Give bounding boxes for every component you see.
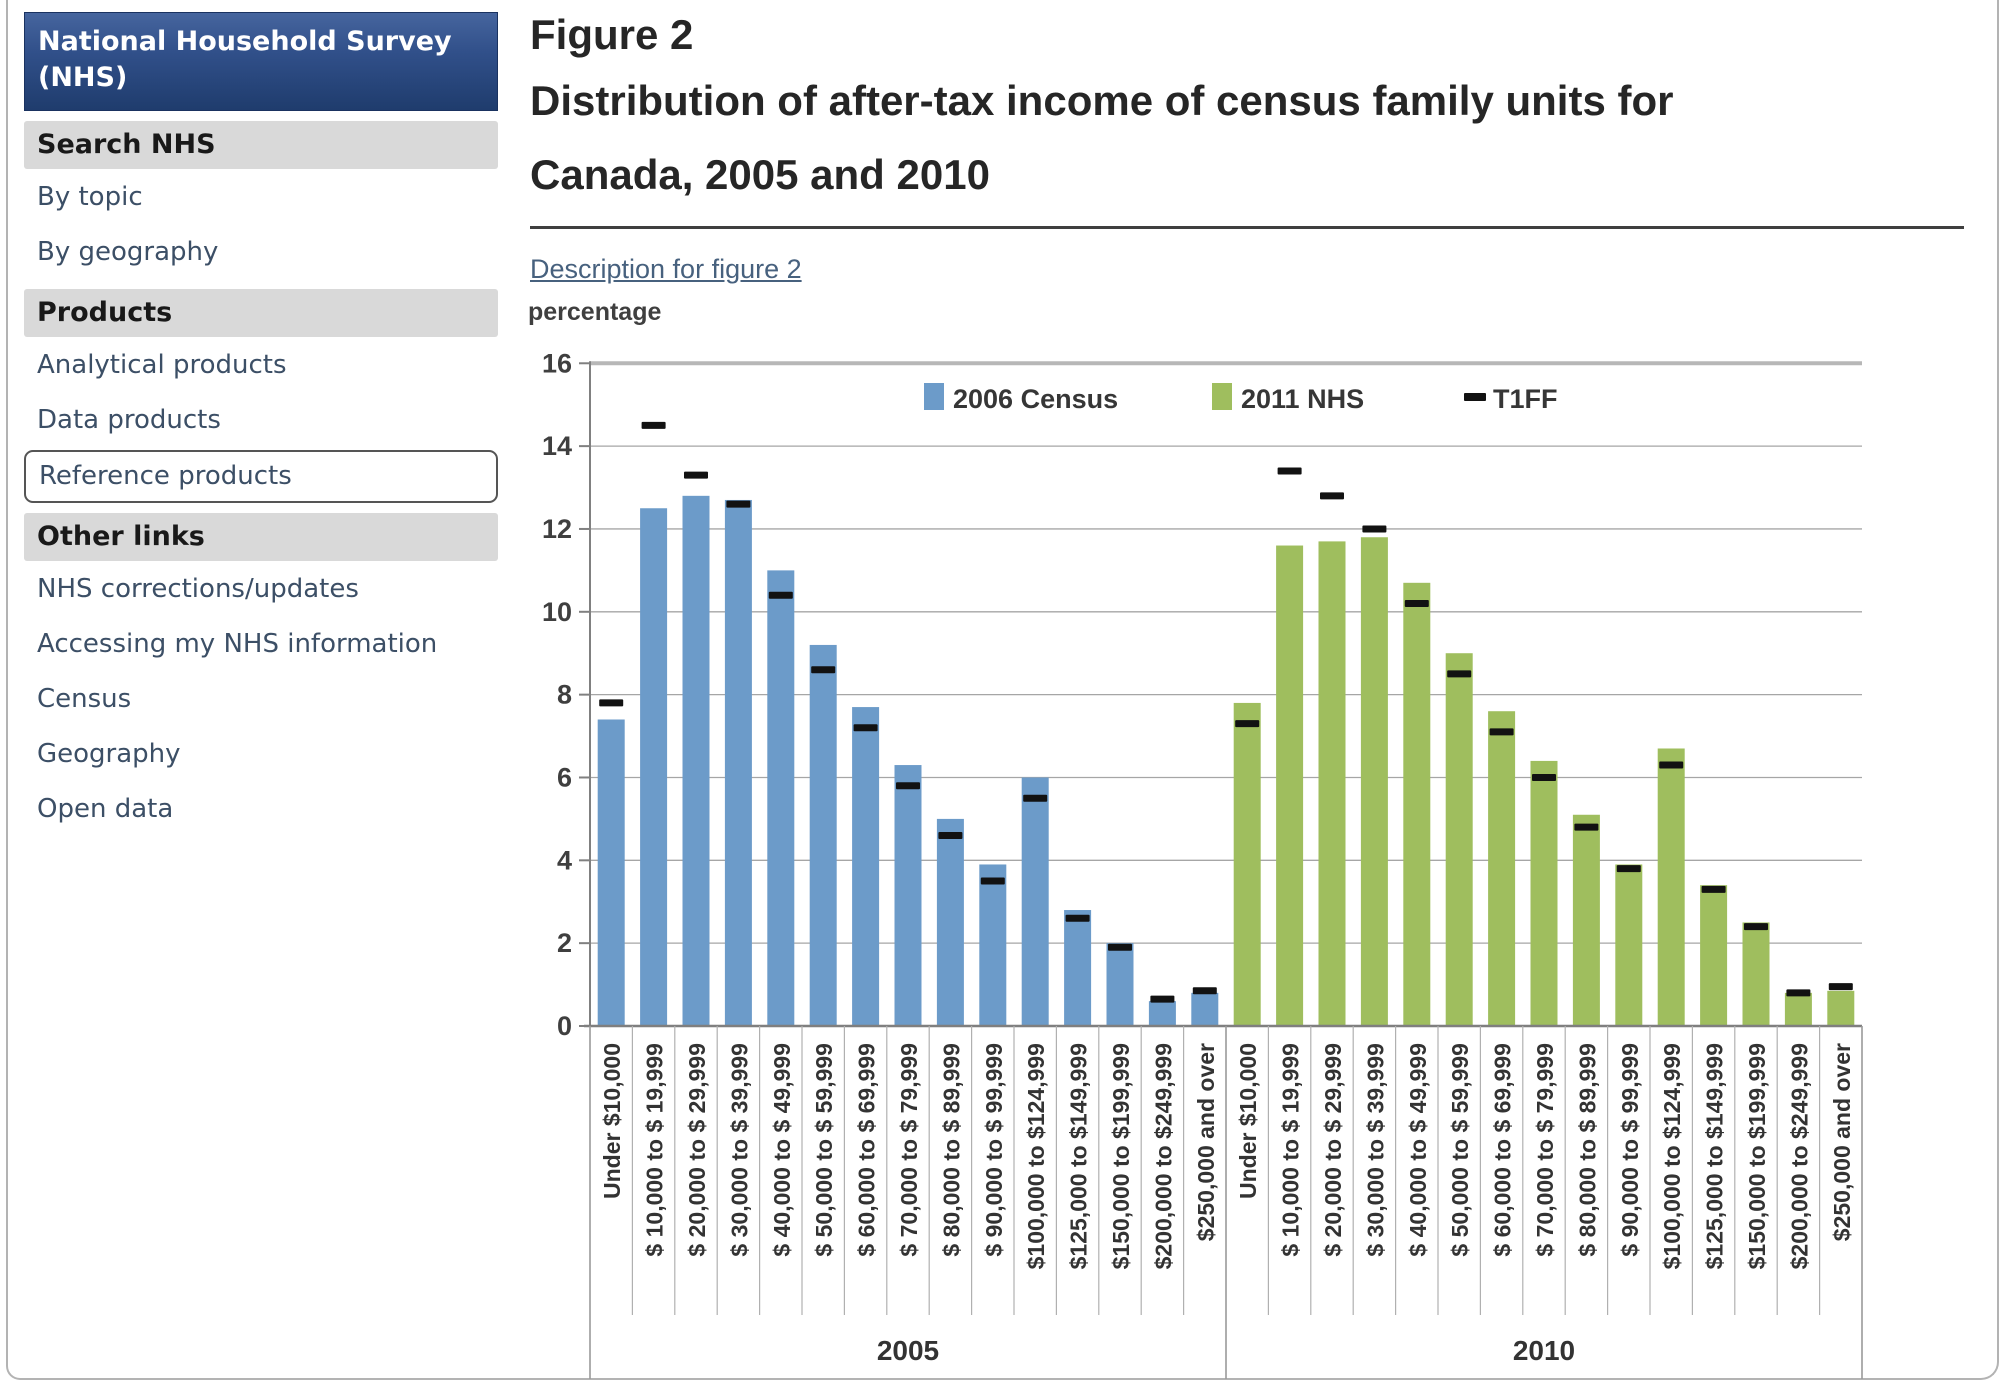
- sidebar-item-reference-products[interactable]: Reference products: [24, 450, 498, 503]
- t1ff-dash-marker: [1362, 525, 1386, 532]
- bar-2011-nhs: [1531, 761, 1558, 1026]
- bar-2011-nhs: [1488, 711, 1515, 1026]
- x-category-label: $ 10,000 to $ 19,999: [1277, 1043, 1304, 1257]
- t1ff-dash-marker: [1786, 989, 1810, 996]
- x-category-label: $ 70,000 to $ 79,999: [896, 1043, 922, 1257]
- x-category-label: $ 30,000 to $ 39,999: [726, 1043, 753, 1257]
- x-category-label: $ 30,000 to $ 39,999: [1362, 1043, 1389, 1257]
- sidebar-item-accessing-my-nhs-information[interactable]: Accessing my NHS information: [37, 628, 438, 659]
- y-tick-label: 4: [556, 845, 572, 876]
- y-tick-label: 12: [541, 513, 572, 544]
- bar-2011-nhs: [1319, 541, 1346, 1026]
- bar-2006-census: [1107, 943, 1134, 1026]
- x-category-label: $250,000 and over: [1828, 1043, 1855, 1242]
- bar-2011-nhs: [1234, 703, 1261, 1026]
- sidebar-section-search-nhs: Search NHS: [24, 121, 498, 169]
- bar-2006-census: [683, 496, 710, 1026]
- x-category-label: $ 80,000 to $ 89,999: [938, 1043, 965, 1257]
- t1ff-dash-marker: [1235, 720, 1259, 727]
- x-category-label: $200,000 to $249,999: [1786, 1043, 1813, 1270]
- t1ff-dash-marker: [1532, 774, 1556, 781]
- bar-2011-nhs: [1276, 546, 1303, 1026]
- t1ff-dash-marker: [1150, 996, 1174, 1003]
- x-category-label: $250,000 and over: [1192, 1043, 1219, 1242]
- figure-title-line2: Canada, 2005 and 2010: [530, 151, 990, 199]
- description-link[interactable]: Description for figure 2: [530, 254, 802, 285]
- x-category-label: $ 60,000 to $ 69,999: [1489, 1043, 1516, 1257]
- x-category-label: Under $10,000: [599, 1043, 626, 1199]
- sidebar-item-open-data[interactable]: Open data: [37, 793, 174, 824]
- sidebar-item-census[interactable]: Census: [37, 683, 132, 714]
- bar-2011-nhs: [1785, 993, 1812, 1026]
- t1ff-dash-marker: [1617, 865, 1641, 872]
- x-category-label: $ 20,000 to $ 29,999: [684, 1043, 710, 1257]
- legend-swatch: [1212, 383, 1232, 410]
- bar-2011-nhs: [1446, 653, 1473, 1026]
- bar-2006-census: [1191, 993, 1218, 1026]
- t1ff-dash-marker: [1829, 983, 1853, 990]
- t1ff-dash-marker: [1659, 762, 1683, 769]
- bar-2006-census: [1064, 910, 1091, 1026]
- bar-2006-census: [937, 819, 964, 1026]
- bar-2006-census: [640, 508, 667, 1026]
- x-category-label: $125,000 to $149,999: [1065, 1043, 1092, 1270]
- x-category-label: Under $10,000: [1235, 1043, 1262, 1199]
- x-category-label: $200,000 to $249,999: [1150, 1043, 1177, 1270]
- t1ff-dash-marker: [938, 832, 962, 839]
- y-tick-label: 10: [541, 596, 572, 627]
- t1ff-dash-marker: [1023, 795, 1047, 802]
- t1ff-dash-marker: [684, 472, 708, 479]
- sidebar-title-line2: (NHS): [38, 62, 128, 94]
- legend-swatch: [924, 383, 944, 410]
- x-category-label: $150,000 to $199,999: [1108, 1043, 1134, 1270]
- x-category-label: $100,000 to $124,999: [1659, 1043, 1686, 1270]
- bar-2011-nhs: [1743, 922, 1770, 1026]
- t1ff-dash-marker: [1574, 824, 1598, 831]
- t1ff-dash-marker: [1193, 987, 1217, 994]
- x-category-label: $100,000 to $124,999: [1023, 1043, 1050, 1270]
- legend-label: T1FF: [1493, 384, 1558, 414]
- bar-2011-nhs: [1361, 537, 1388, 1026]
- x-category-label: $125,000 to $149,999: [1701, 1043, 1728, 1270]
- sidebar-section-products: Products: [24, 289, 498, 337]
- t1ff-dash-marker: [642, 422, 666, 429]
- main-content: [530, 10, 1982, 285]
- bar-2011-nhs: [1658, 748, 1685, 1026]
- t1ff-dash-marker: [726, 501, 750, 508]
- sidebar-title: [24, 12, 498, 111]
- t1ff-dash-marker: [981, 878, 1005, 885]
- sidebar-item-by-geography[interactable]: By geography: [37, 236, 219, 267]
- bar-2006-census: [810, 645, 837, 1026]
- sidebar-title-line1: National Household Survey: [38, 26, 452, 57]
- y-tick-label: 6: [556, 762, 572, 793]
- y-tick-label: 14: [541, 431, 572, 462]
- t1ff-dash-marker: [896, 782, 920, 789]
- bar-2006-census: [852, 707, 879, 1026]
- bar-2006-census: [767, 570, 794, 1026]
- sidebar-item-nhs-corrections-updates[interactable]: NHS corrections/updates: [37, 573, 359, 604]
- t1ff-dash-marker: [769, 592, 793, 599]
- group-label: 2010: [1512, 1335, 1576, 1366]
- t1ff-dash-marker: [811, 666, 835, 673]
- x-category-label: $ 40,000 to $ 49,999: [1404, 1043, 1431, 1257]
- bar-2011-nhs: [1573, 815, 1600, 1026]
- bar-2011-nhs: [1827, 991, 1854, 1026]
- legend-label: 2006 Census: [953, 384, 1119, 414]
- x-category-label: $ 50,000 to $ 59,999: [811, 1043, 838, 1257]
- sidebar-item-analytical-products[interactable]: Analytical products: [37, 349, 287, 380]
- y-tick-label: 0: [556, 1011, 572, 1041]
- group-label: 2005: [876, 1335, 940, 1366]
- t1ff-dash-marker: [1702, 886, 1726, 893]
- chart-y-axis-title: percentage: [528, 298, 662, 326]
- title-divider: [530, 226, 1964, 229]
- t1ff-dash-marker: [1405, 600, 1429, 607]
- bar-2006-census: [895, 765, 922, 1026]
- bar-2011-nhs: [1700, 885, 1727, 1026]
- t1ff-dash-marker: [854, 724, 878, 731]
- x-category-label: $ 40,000 to $ 49,999: [768, 1043, 795, 1257]
- figure-title-line1: Distribution of after-tax income of census family units for: [530, 77, 1674, 125]
- bar-2011-nhs: [1403, 583, 1430, 1026]
- t1ff-dash-marker: [1066, 915, 1090, 922]
- figure-label: Figure 2: [530, 11, 694, 58]
- x-category-label: $ 90,000 to $ 99,999: [1616, 1043, 1643, 1257]
- sidebar-item-data-products[interactable]: Data products: [37, 404, 221, 435]
- legend-dash-swatch: [1464, 393, 1486, 401]
- bar-2006-census: [598, 719, 625, 1026]
- legend-label: 2011 NHS: [1241, 384, 1365, 414]
- x-category-label: $ 20,000 to $ 29,999: [1320, 1043, 1346, 1257]
- y-tick-label: 16: [541, 348, 572, 379]
- t1ff-dash-marker: [1447, 670, 1471, 677]
- x-category-label: $ 60,000 to $ 69,999: [853, 1043, 880, 1257]
- t1ff-dash-marker: [1320, 492, 1344, 499]
- sidebar: [24, 12, 498, 836]
- bar-2006-census: [1022, 777, 1049, 1026]
- t1ff-dash-marker: [1744, 923, 1768, 930]
- sidebar-item-by-topic[interactable]: By topic: [37, 181, 143, 212]
- t1ff-dash-marker: [1278, 467, 1302, 474]
- bar-2006-census: [1149, 1001, 1176, 1026]
- sidebar-item-geography[interactable]: Geography: [37, 738, 181, 769]
- bar-2006-census: [979, 864, 1006, 1026]
- t1ff-dash-marker: [1490, 728, 1514, 735]
- t1ff-dash-marker: [1108, 944, 1132, 951]
- x-category-label: $ 50,000 to $ 59,999: [1447, 1043, 1474, 1257]
- x-category-label: $ 10,000 to $ 19,999: [641, 1043, 668, 1257]
- bar-2006-census: [725, 500, 752, 1026]
- bar-2011-nhs: [1615, 864, 1642, 1026]
- x-category-label: $150,000 to $199,999: [1744, 1043, 1770, 1270]
- y-tick-label: 2: [556, 928, 572, 959]
- x-category-label: $ 90,000 to $ 99,999: [980, 1043, 1007, 1257]
- figure-title: [530, 64, 1982, 212]
- y-tick-label: 8: [556, 679, 572, 710]
- x-category-label: $ 80,000 to $ 89,999: [1574, 1043, 1601, 1257]
- t1ff-dash-marker: [599, 699, 623, 706]
- sidebar-section-other-links: Other links: [24, 513, 498, 561]
- x-category-label: $ 70,000 to $ 79,999: [1532, 1043, 1558, 1257]
